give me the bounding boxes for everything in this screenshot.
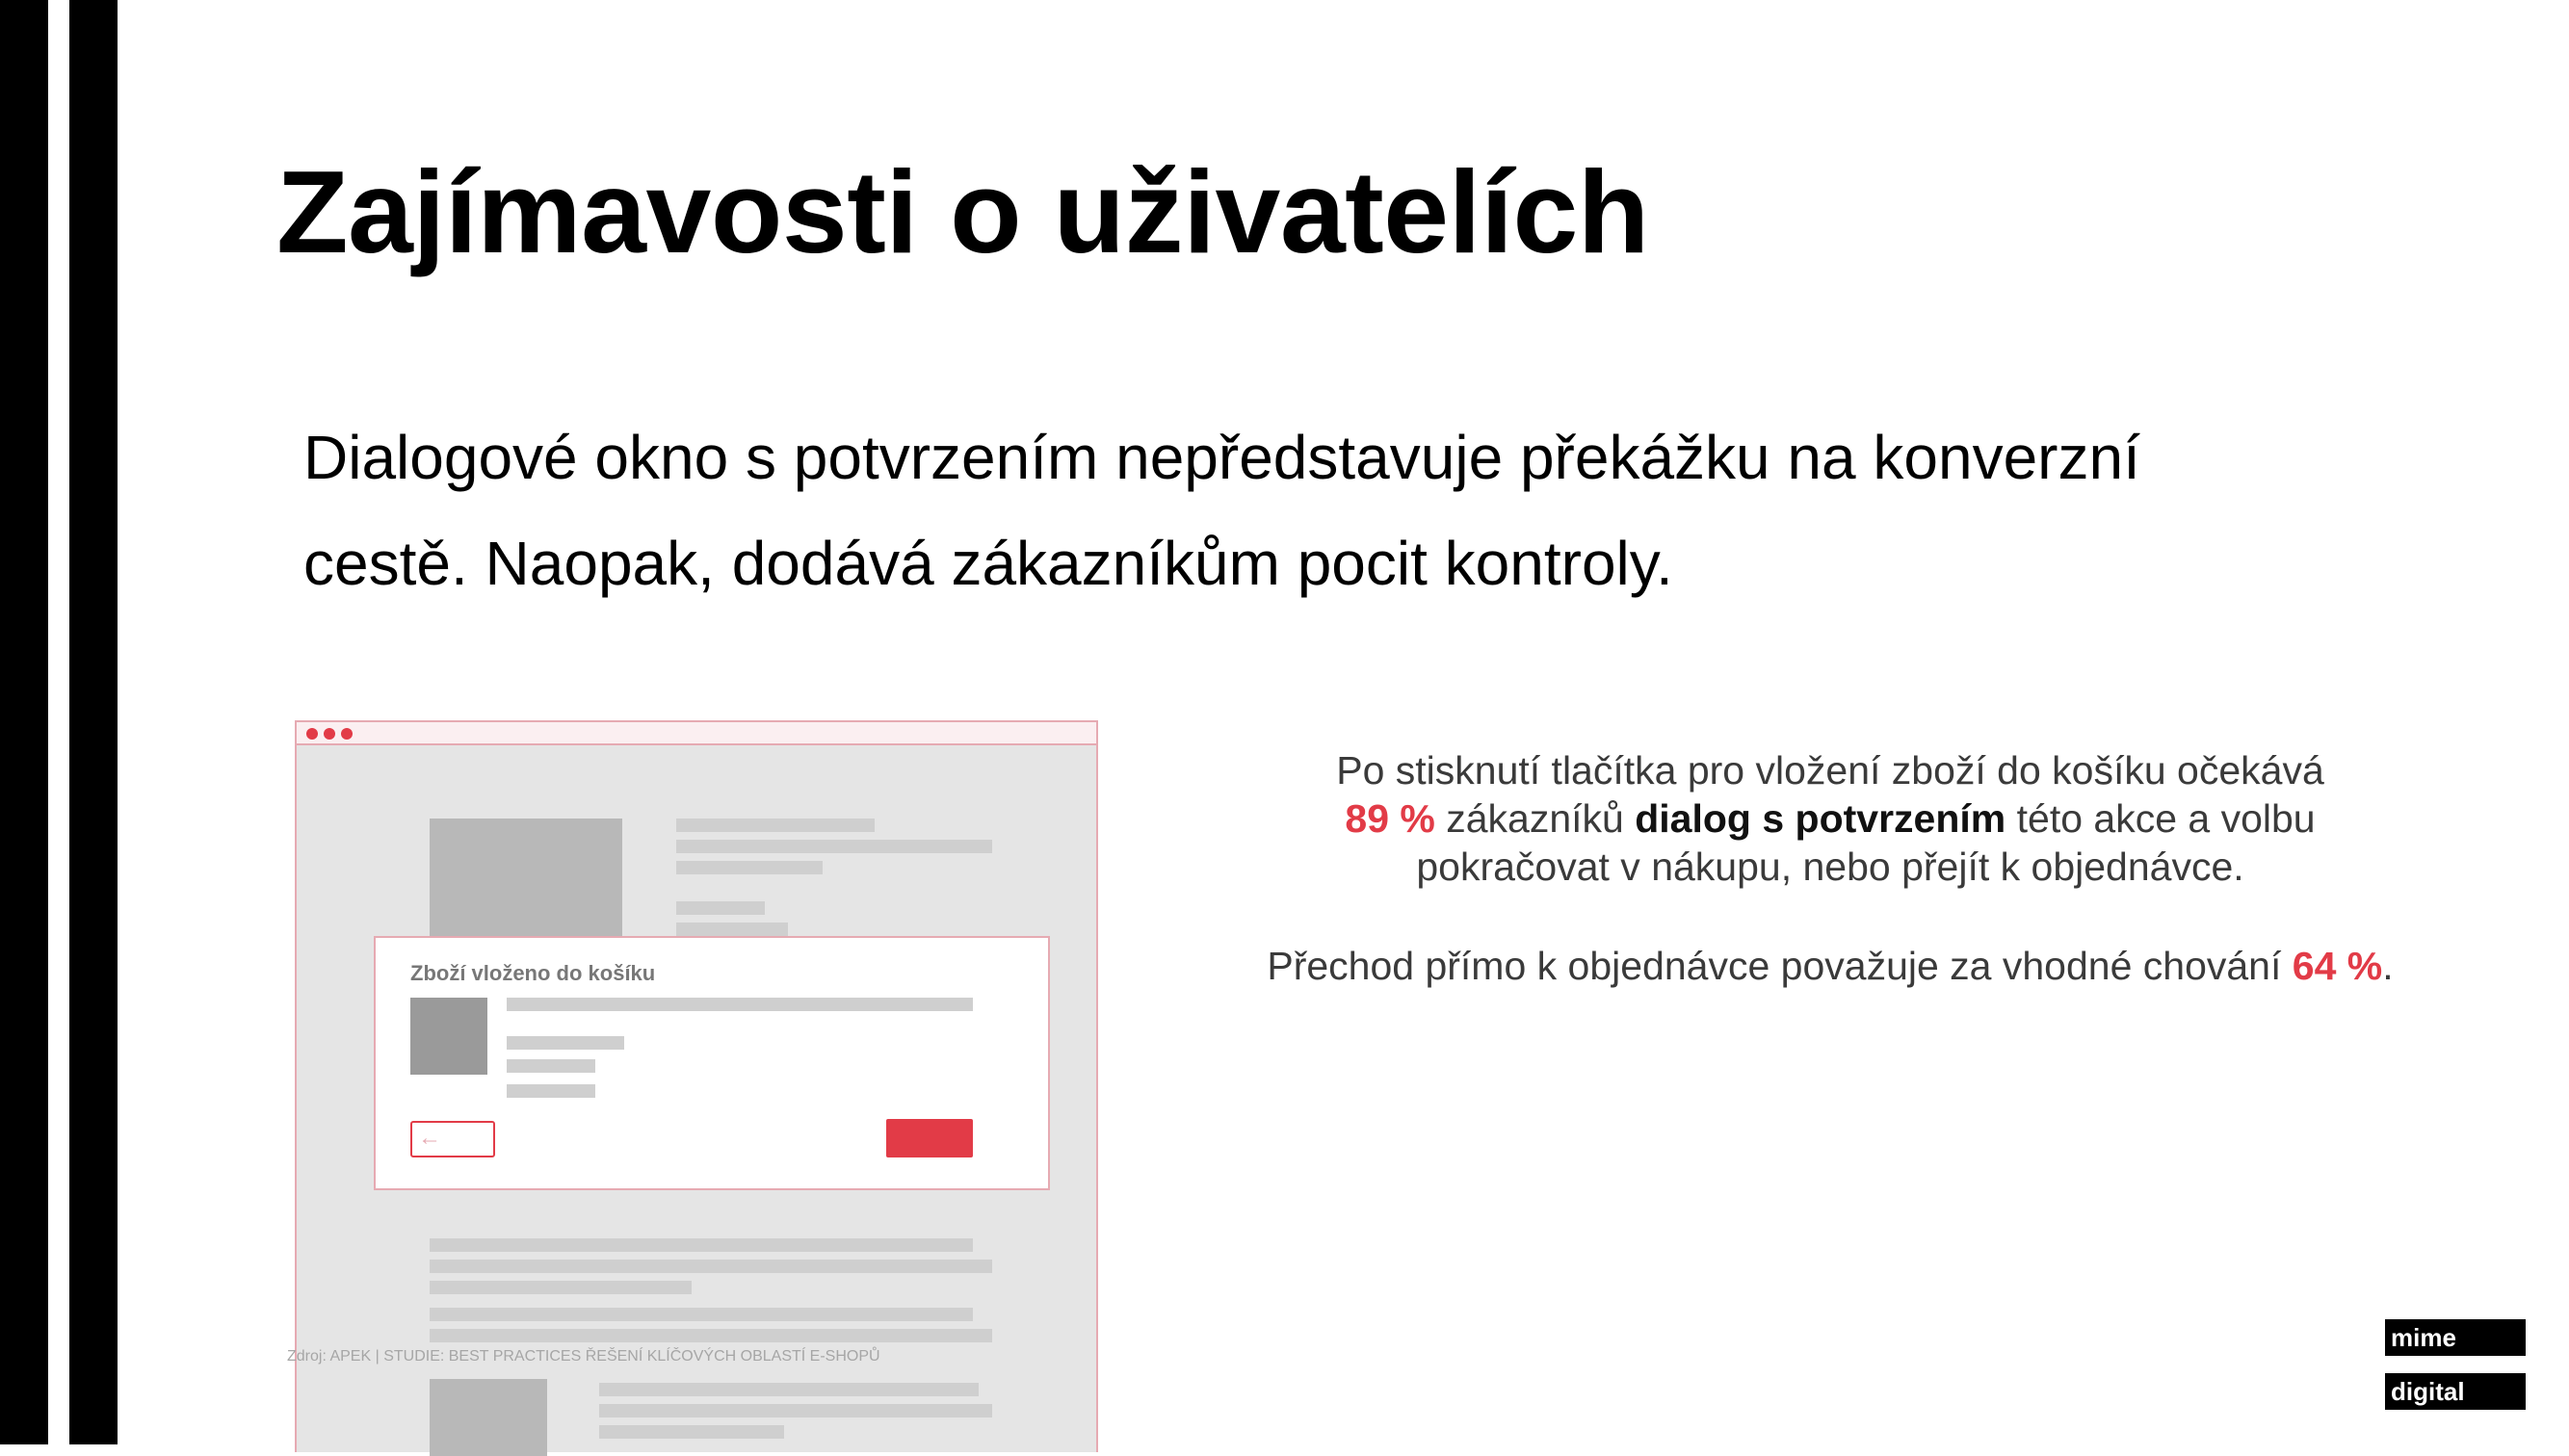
text-placeholder xyxy=(507,1059,595,1073)
stat2-end: . xyxy=(2382,944,2394,988)
window-dot-icon xyxy=(306,728,318,740)
left-stripe-inner xyxy=(69,0,118,1444)
cart-dialog-mock xyxy=(374,936,1050,1190)
text-placeholder xyxy=(599,1425,784,1439)
text-placeholder xyxy=(430,1260,992,1273)
arrow-left-icon: ← xyxy=(418,1125,441,1151)
stat1-mid: zákazníků xyxy=(1434,796,1636,841)
product-image-placeholder xyxy=(430,1379,547,1456)
continue-shopping-button xyxy=(410,1121,495,1157)
dialog-illustration xyxy=(295,720,1098,1452)
text-placeholder xyxy=(507,998,973,1011)
slide-lead-text: Dialogové okno s potvrzením nepředstavuje překážku na konverzní cestě. Naopak, dodává zákazníkům pocit kontroly. xyxy=(303,423,2140,598)
stat1-percent: 89 % xyxy=(1345,796,1435,841)
text-placeholder xyxy=(507,1084,595,1098)
left-stripe xyxy=(0,0,48,1444)
product-thumb-placeholder xyxy=(410,998,487,1075)
stat2-text: Přechod přímo k objednávce považuje za vhodné chování xyxy=(1267,944,2293,988)
text-placeholder xyxy=(599,1383,979,1396)
logo-digital: digital xyxy=(2385,1373,2526,1410)
stat1-bold: dialog s potvrzením xyxy=(1635,796,2006,841)
text-placeholder xyxy=(507,1036,624,1050)
text-placeholder xyxy=(430,1238,973,1252)
stat-paragraph-2 xyxy=(1137,942,2524,990)
text-placeholder xyxy=(676,861,823,874)
window-dot-icon xyxy=(324,728,335,740)
browser-bar xyxy=(297,722,1096,745)
checkout-button xyxy=(886,1119,973,1157)
stat1-line3: pokračovat v nákupu, nebo přejít k objednávce. xyxy=(1416,845,2244,889)
text-placeholder xyxy=(676,923,788,936)
text-placeholder xyxy=(599,1404,992,1417)
text-placeholder xyxy=(430,1308,973,1321)
source-note: Zdroj: APEK | STUDIE: BEST PRACTICES ŘEŠENÍ KLÍČOVÝCH OBLASTÍ E-SHOPŮ xyxy=(287,1348,880,1365)
stat-paragraph-1 xyxy=(1137,746,2524,891)
slide-title: Zajímavosti o uživatelích xyxy=(276,146,1649,277)
logo-mime: mime xyxy=(2385,1319,2526,1356)
dialog-title: Zboží vloženo do košíku xyxy=(410,961,656,985)
product-image-placeholder xyxy=(430,819,622,944)
stat1-after: této akce a volbu xyxy=(2005,796,2316,841)
text-placeholder xyxy=(430,1329,992,1342)
stat1-line1: Po stisknutí tlačítka pro vložení zboží do košíku očekává xyxy=(1336,748,2324,793)
text-placeholder xyxy=(676,819,875,832)
window-dot-icon xyxy=(341,728,353,740)
stat2-percent: 64 % xyxy=(2292,944,2383,988)
text-placeholder xyxy=(676,901,765,915)
text-placeholder xyxy=(430,1281,692,1294)
text-placeholder xyxy=(676,840,992,853)
